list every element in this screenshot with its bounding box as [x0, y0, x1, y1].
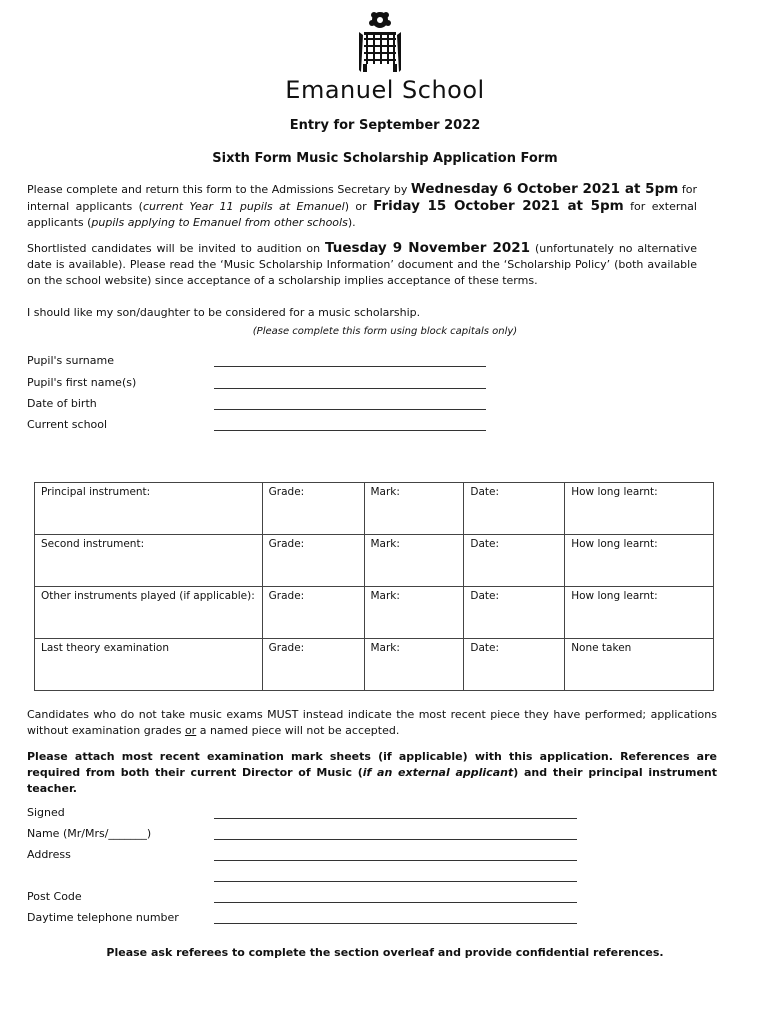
table-cell[interactable]: Grade: — [262, 587, 364, 639]
table-cell[interactable]: Date: — [464, 535, 565, 587]
internal-deadline: Wednesday 6 October 2021 at 5pm — [410, 181, 679, 197]
field-line[interactable] — [214, 860, 577, 861]
table-row — [35, 483, 714, 535]
table-cell[interactable]: Grade: — [262, 483, 364, 535]
field-label: Name (Mr/Mrs/_______) — [27, 827, 152, 840]
table-cell[interactable]: Mark: — [364, 639, 464, 691]
field-line[interactable] — [214, 839, 577, 840]
date-of-birth-field[interactable] — [27, 397, 487, 413]
table-cell[interactable]: Date: — [464, 483, 565, 535]
address-field-line-2[interactable] — [27, 869, 587, 885]
post-code-field[interactable] — [27, 890, 587, 906]
table-cell[interactable]: Mark: — [364, 483, 464, 535]
table-cell[interactable]: Second instrument: — [35, 535, 263, 587]
consideration-statement: I should like my son/daughter to be considered for a music scholarship. — [27, 306, 421, 319]
table-cell[interactable]: Mark: — [364, 535, 464, 587]
table-cell[interactable]: Other instruments played (if applicable): — [35, 587, 263, 639]
signed-field[interactable] — [27, 806, 587, 822]
table-row — [35, 535, 714, 587]
field-line[interactable] — [214, 430, 486, 431]
field-label: Pupil's surname — [27, 354, 114, 367]
closing-instruction: Please ask referees to complete the section overleaf and provide confidential references. — [106, 946, 664, 959]
field-line[interactable] — [214, 409, 486, 410]
field-label: Daytime telephone number — [27, 911, 179, 924]
exam-requirement-paragraph: Candidates who do not take music exams MUST instead indicate the most recent piece they have performed; applications without examination grades or a named piece will not be accepted. — [27, 708, 717, 737]
table-cell[interactable]: How long learnt: — [565, 587, 714, 639]
table-cell[interactable]: How long learnt: — [565, 483, 714, 535]
address-field[interactable] — [27, 848, 587, 864]
field-label: Address — [27, 848, 71, 861]
field-line[interactable] — [214, 366, 486, 367]
table-row — [35, 639, 714, 691]
telephone-field[interactable] — [27, 911, 587, 927]
field-line[interactable] — [214, 818, 577, 819]
table-row — [35, 587, 714, 639]
table-cell[interactable]: None taken — [565, 639, 714, 691]
field-label: Pupil's first name(s) — [27, 376, 137, 389]
name-field[interactable] — [27, 827, 587, 843]
intro-paragraph-deadline: Please complete and return this form to the Admissions Secretary by Wednesday 6 October 2021 at 5pm for internal applicants (current Year 11 pupils at Emanuel) or Friday 15 October 2021 at 5pm for external applicants (pupils applying to Emanuel from other schools). — [27, 181, 698, 229]
field-label: Signed — [27, 806, 65, 819]
table-cell[interactable]: Principal instrument: — [35, 483, 263, 535]
intro-paragraph-audition: Shortlisted candidates will be invited to audition on Tuesday 9 November 2021 (unfortunately no alternative date is available). Please read the ‘Music Scholarship Information’ document and the ‘Scholarship Policy’ (both available on the school website) since acceptance of a scholarship implies acceptance of these terms. — [27, 240, 697, 287]
table-cell[interactable]: Last theory examination — [35, 639, 263, 691]
school-name: Emanuel School — [285, 76, 485, 104]
table-cell[interactable]: How long learnt: — [565, 535, 714, 587]
field-label: Date of birth — [27, 397, 97, 410]
table-cell[interactable]: Date: — [464, 639, 565, 691]
field-line[interactable] — [214, 923, 577, 924]
audition-date: Tuesday 9 November 2021 — [325, 240, 531, 256]
form-title: Sixth Form Music Scholarship Application Form — [212, 151, 558, 166]
table-cell[interactable]: Grade: — [262, 639, 364, 691]
field-label: Current school — [27, 418, 108, 431]
table-cell[interactable]: Date: — [464, 587, 565, 639]
field-line[interactable] — [214, 881, 577, 882]
entry-heading: Entry for September 2022 — [289, 118, 481, 133]
field-line[interactable] — [214, 902, 577, 903]
table-cell[interactable]: Mark: — [364, 587, 464, 639]
field-line[interactable] — [214, 388, 486, 389]
block-capitals-note: (Please complete this form using block capitals only) — [252, 326, 518, 337]
table-cell[interactable]: Grade: — [262, 535, 364, 587]
external-deadline: Friday 15 October 2021 at 5pm — [373, 198, 624, 214]
attachments-paragraph: Please attach most recent examination mark sheets (if applicable) with this application. References are required from both their current Director of Music (if an external applicant) and their principal instrument teacher. — [27, 750, 717, 795]
pupil-surname-field[interactable] — [27, 354, 487, 370]
school-crest-icon — [355, 10, 405, 76]
pupil-first-name-field[interactable] — [27, 376, 487, 392]
instrument-table — [34, 482, 714, 691]
field-label: Post Code — [27, 890, 82, 903]
current-school-field[interactable] — [27, 418, 487, 434]
